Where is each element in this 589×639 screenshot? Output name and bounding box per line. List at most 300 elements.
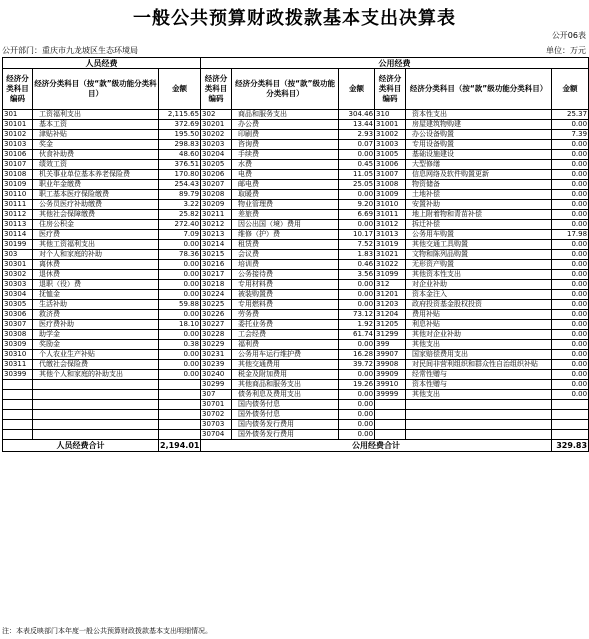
name-cell: 信息网络及软件购置更新 [406,170,552,180]
name-cell: 专用设备购置 [406,140,552,150]
name-cell: 资本性赠与 [406,380,552,390]
amount-cell: 0.00 [552,190,589,200]
code-cell: 30109 [3,180,33,190]
code-cell: 31011 [375,210,406,220]
code-cell: 30199 [3,240,33,250]
amount-cell: 73.12 [339,310,375,320]
name-cell: 绩效工资 [33,160,159,170]
code-cell [375,420,406,430]
amount-cell: 0.45 [339,160,375,170]
code-cell: 30110 [3,190,33,200]
col-amount-header: 金额 [159,69,201,110]
code-cell: 30112 [3,210,33,220]
code-cell: 31010 [375,200,406,210]
amount-cell: 0.00 [552,320,589,330]
col-code-header: 经济分类科目编码 [3,69,33,110]
code-cell: 31013 [375,230,406,240]
amount-cell: 0.00 [159,290,201,300]
amount-cell: 0.00 [552,290,589,300]
code-cell: 31204 [375,310,406,320]
amount-cell: 0.00 [339,390,375,400]
amount-cell: 0.00 [339,220,375,230]
code-cell: 31021 [375,250,406,260]
name-cell [406,400,552,410]
name-cell [406,420,552,430]
code-cell: 30301 [3,260,33,270]
col-name-header: 经济分类科目（按“款”级功能分类科目） [232,69,339,110]
amount-cell: 0.00 [552,380,589,390]
code-cell [375,400,406,410]
name-cell: 费用补贴 [406,310,552,320]
name-cell: 水费 [232,160,339,170]
name-cell: 基础设施建设 [406,150,552,160]
code-cell: 30399 [3,370,33,380]
code-cell: 30208 [201,190,232,200]
table-row [3,360,589,370]
code-cell: 30218 [201,280,232,290]
code-cell: 39999 [375,390,406,400]
code-cell: 31203 [375,300,406,310]
name-cell: 其他交通费用 [232,360,339,370]
code-cell: 30302 [3,270,33,280]
amount-cell: 0.00 [159,350,201,360]
amount-cell: 61.74 [339,330,375,340]
name-cell: 委托业务费 [232,320,339,330]
name-cell: 国家赔偿费用支出 [406,350,552,360]
name-cell: 住房公积金 [33,220,159,230]
amount-cell: 2.93 [339,130,375,140]
amount-cell [159,420,201,430]
name-cell: 土地补偿 [406,190,552,200]
amount-cell: 78.36 [159,250,201,260]
name-cell: 会议费 [232,250,339,260]
code-cell: 31099 [375,270,406,280]
table-row [3,210,589,220]
amount-cell [552,430,589,440]
table-row [3,180,589,190]
total-public-label: 公用经费合计 [201,440,552,452]
amount-cell: 0.00 [339,290,375,300]
code-cell: 30701 [201,400,232,410]
amount-cell: 9.20 [339,200,375,210]
name-cell [406,430,552,440]
amount-cell: 3.56 [339,270,375,280]
name-cell: 公务员医疗补助缴费 [33,200,159,210]
code-cell [3,420,33,430]
amount-cell: 13.44 [339,120,375,130]
code-cell: 31012 [375,220,406,230]
name-cell [33,410,159,420]
name-cell: 离休费 [33,260,159,270]
code-cell: 39908 [375,360,406,370]
name-cell: 生活补助 [33,300,159,310]
name-cell: 奖金 [33,140,159,150]
amount-cell: 195.50 [159,130,201,140]
amount-cell: 0.00 [159,360,201,370]
code-cell: 30215 [201,250,232,260]
amount-cell: 11.05 [339,170,375,180]
col-name-header: 经济分类科目（按“款”级功能分类科目） [406,69,552,110]
amount-cell: 0.00 [552,150,589,160]
code-cell: 31006 [375,160,406,170]
amount-cell: 0.00 [552,120,589,130]
table-row [3,280,589,290]
code-cell: 310 [375,110,406,120]
amount-cell: 0.00 [552,270,589,280]
name-cell: 安置补助 [406,200,552,210]
code-cell: 30107 [3,160,33,170]
amount-cell: 0.00 [339,300,375,310]
amount-cell: 170.80 [159,170,201,180]
amount-cell: 89.79 [159,190,201,200]
code-cell: 302 [201,110,232,120]
name-cell: 退职（役）费 [33,280,159,290]
code-cell [375,410,406,420]
table-row [3,340,589,350]
name-cell: 其他个人和家庭的补助支出 [33,370,159,380]
name-cell: 其他资本性支出 [406,270,552,280]
name-cell: 国内债务付息 [232,400,339,410]
amount-cell: 7.39 [552,130,589,140]
amount-cell: 0.00 [159,280,201,290]
amount-cell: 0.07 [339,140,375,150]
table-row [3,350,589,360]
code-cell: 30114 [3,230,33,240]
code-cell: 30308 [3,330,33,340]
name-cell: 无形资产购置 [406,260,552,270]
amount-cell: 0.00 [339,280,375,290]
name-cell: 商品和服务支出 [232,110,339,120]
name-cell: 职业年金缴费 [33,180,159,190]
name-cell: 对企业补助 [406,280,552,290]
footnote: 注：本表反映部门本年度一般公共预算财政拨款基本支出明细情况。 [2,627,212,635]
amount-cell: 6.69 [339,210,375,220]
amount-cell: 0.00 [552,340,589,350]
amount-cell: 0.00 [552,240,589,250]
name-cell: 医疗费补助 [33,320,159,330]
amount-cell: 10.17 [339,230,375,240]
table-row [3,430,589,440]
total-personnel-label: 人员经费合计 [3,440,159,452]
name-cell: 被装购置费 [232,290,339,300]
name-cell: 租赁费 [232,240,339,250]
name-cell: 经常性赠与 [406,370,552,380]
name-cell: 其他支出 [406,390,552,400]
amount-cell: 1.92 [339,320,375,330]
department-label: 公开部门：重庆市九龙坡区生态环境局 [2,46,138,55]
name-cell: 职工基本医疗保险缴费 [33,190,159,200]
name-cell: 医疗费 [33,230,159,240]
amount-cell: 39.72 [339,360,375,370]
amount-cell: 0.00 [552,260,589,270]
amount-cell [159,390,201,400]
total-public-value: 329.83 [552,440,589,452]
code-cell: 30702 [201,410,232,420]
name-cell: 资本性支出 [406,110,552,120]
table-row [3,290,589,300]
amount-cell: 7.09 [159,230,201,240]
name-cell: 公务接待费 [232,270,339,280]
name-cell: 救济费 [33,310,159,320]
code-cell: 31008 [375,180,406,190]
code-cell: 30240 [201,370,232,380]
code-cell: 30239 [201,360,232,370]
amount-cell: 25.37 [552,110,589,120]
code-cell: 30102 [3,130,33,140]
group-personnel-header: 人员经费 [3,58,201,69]
code-cell: 30211 [201,210,232,220]
name-cell [33,390,159,400]
code-cell: 30227 [201,320,232,330]
code-cell: 30226 [201,310,232,320]
amount-cell: 0.00 [552,170,589,180]
name-cell: 其他对企业补助 [406,330,552,340]
code-cell: 31201 [375,290,406,300]
code-cell: 399 [375,340,406,350]
table-row [3,270,589,280]
code-cell: 31022 [375,260,406,270]
code-cell: 30310 [3,350,33,360]
table-row [3,140,589,150]
code-cell: 30704 [201,430,232,440]
name-cell: 抚恤金 [33,290,159,300]
name-cell: 国内债务发行费用 [232,420,339,430]
code-cell: 30231 [201,350,232,360]
code-cell: 30212 [201,220,232,230]
code-cell: 30101 [3,120,33,130]
code-cell: 30228 [201,330,232,340]
amount-cell [552,400,589,410]
total-personnel-value: 2,194.01 [160,441,200,450]
amount-cell: 0.00 [339,410,375,420]
code-cell [3,430,33,440]
table-row [3,370,589,380]
code-cell: 30214 [201,240,232,250]
amount-cell [159,430,201,440]
amount-cell: 7.52 [339,240,375,250]
name-cell [406,410,552,420]
name-cell: 公务用车运行维护费 [232,350,339,360]
amount-cell: 0.00 [339,190,375,200]
code-cell [3,410,33,420]
code-cell: 30304 [3,290,33,300]
amount-cell: 304.46 [339,110,375,120]
name-cell [33,380,159,390]
name-cell: 代缴社会保险费 [33,360,159,370]
name-cell: 伙食补助费 [33,150,159,160]
col-code-header: 经济分类科目编码 [375,69,406,110]
amount-cell: 0.00 [339,370,375,380]
name-cell: 拆迁补偿 [406,220,552,230]
unit-label: 单位：万元 [546,46,586,55]
code-cell: 30311 [3,360,33,370]
amount-cell: 0.00 [159,370,201,380]
name-cell [33,420,159,430]
amount-cell: 0.00 [339,430,375,440]
code-cell: 30309 [3,340,33,350]
name-cell: 对民间非营利组织和群众性自治组织补贴 [406,360,552,370]
amount-cell: 254.43 [159,180,201,190]
name-cell: 其他工资福利支出 [33,240,159,250]
name-cell: 物资储备 [406,180,552,190]
name-cell: 房屋建筑物购建 [406,120,552,130]
amount-cell [552,410,589,420]
amount-cell: 0.00 [552,250,589,260]
code-cell [3,390,33,400]
code-cell: 30108 [3,170,33,180]
name-cell: 维修（护）费 [232,230,339,240]
amount-cell: 0.00 [159,240,201,250]
col-name-header: 经济分类科目（按“款”级功能分类科目） [33,69,159,110]
table-row [3,390,589,400]
name-cell: 工资福利支出 [33,110,159,120]
table-row [3,120,589,130]
col-amount-header: 金额 [552,69,589,110]
name-cell: 国外债务发行费用 [232,430,339,440]
table-row [3,420,589,430]
amount-cell: 59.88 [159,300,201,310]
table-row [3,240,589,250]
table-row [3,190,589,200]
table-row [3,150,589,160]
amount-cell: 372.69 [159,120,201,130]
amount-cell: 0.00 [159,330,201,340]
name-cell: 培训费 [232,260,339,270]
amount-cell: 0.00 [159,310,201,320]
amount-cell: 0.00 [159,260,201,270]
name-cell: 办公费 [232,120,339,130]
code-cell: 30229 [201,340,232,350]
table-row [3,110,589,120]
amount-cell: 0.00 [552,310,589,320]
amount-cell: 0.00 [339,420,375,430]
amount-cell: 17.98 [552,230,589,240]
table-row [3,200,589,210]
table-row [3,230,589,240]
table-row [3,130,589,140]
name-cell: 文物和陈列品购置 [406,250,552,260]
amount-cell [159,380,201,390]
amount-cell [159,400,201,410]
name-cell: 助学金 [33,330,159,340]
code-cell: 30213 [201,230,232,240]
table-row [3,310,589,320]
name-cell: 咨询费 [232,140,339,150]
code-cell: 39907 [375,350,406,360]
code-cell: 301 [3,110,33,120]
name-cell: 基本工资 [33,120,159,130]
code-cell: 30206 [201,170,232,180]
name-cell: 奖励金 [33,340,159,350]
name-cell: 地上附着物和青苗补偿 [406,210,552,220]
table-row [3,400,589,410]
amount-cell: 0.00 [552,370,589,380]
amount-cell: 18.10 [159,320,201,330]
table-row [3,250,589,260]
name-cell: 税金及附加费用 [232,370,339,380]
amount-cell: 19.26 [339,380,375,390]
table-row [3,260,589,270]
code-cell: 30204 [201,150,232,160]
amount-cell: 0.00 [339,400,375,410]
name-cell: 福利费 [232,340,339,350]
code-cell: 30205 [201,160,232,170]
code-cell: 307 [201,390,232,400]
code-cell: 30303 [3,280,33,290]
code-cell: 31001 [375,120,406,130]
group-public-header: 公用经费 [201,58,589,69]
name-cell [33,400,159,410]
code-cell: 31205 [375,320,406,330]
name-cell: 办公设备购置 [406,130,552,140]
name-cell: 其他交通工具购置 [406,240,552,250]
amount-cell: 0.46 [339,260,375,270]
name-cell: 其他商品和服务支出 [232,380,339,390]
code-cell: 31007 [375,170,406,180]
name-cell: 手续费 [232,150,339,160]
name-cell: 邮电费 [232,180,339,190]
amount-cell: 48.60 [159,150,201,160]
amount-cell: 1.83 [339,250,375,260]
amount-cell: 2,115.65 [159,110,201,120]
amount-cell: 0.38 [159,340,201,350]
amount-cell: 0.00 [552,200,589,210]
table-row [3,160,589,170]
code-cell: 30305 [3,300,33,310]
table-row [3,220,589,230]
name-cell: 工会经费 [232,330,339,340]
name-cell: 公务用车购置 [406,230,552,240]
amount-cell: 0.00 [552,160,589,170]
code-cell: 30703 [201,420,232,430]
name-cell: 差旅费 [232,210,339,220]
name-cell: 个人农业生产补贴 [33,350,159,360]
name-cell: 大型修缮 [406,160,552,170]
col-code-header: 经济分类科目编码 [201,69,232,110]
name-cell: 专用燃料费 [232,300,339,310]
name-cell: 退休费 [33,270,159,280]
table-row [3,170,589,180]
name-cell: 国外债务付息 [232,410,339,420]
amount-cell: 272.40 [159,220,201,230]
code-cell: 30224 [201,290,232,300]
name-cell: 取暖费 [232,190,339,200]
amount-cell: 0.00 [552,330,589,340]
amount-cell: 376.51 [159,160,201,170]
amount-cell: 0.00 [339,340,375,350]
amount-cell: 25.05 [339,180,375,190]
amount-cell: 0.00 [159,270,201,280]
amount-cell: 0.00 [552,220,589,230]
code-cell: 312 [375,280,406,290]
expenditure-table [2,57,589,452]
name-cell: 劳务费 [232,310,339,320]
amount-cell: 0.00 [552,360,589,370]
code-cell: 30207 [201,180,232,190]
name-cell: 物业管理费 [232,200,339,210]
name-cell: 利息补贴 [406,320,552,330]
amount-cell: 298.83 [159,140,201,150]
name-cell: 政府投资基金股权投资 [406,300,552,310]
table-row [3,330,589,340]
name-cell: 机关事业单位基本养老保险费 [33,170,159,180]
code-cell: 31299 [375,330,406,340]
code-cell: 30202 [201,130,232,140]
code-cell: 30216 [201,260,232,270]
table-row [3,300,589,310]
code-cell: 31003 [375,140,406,150]
amount-cell: 0.00 [552,350,589,360]
